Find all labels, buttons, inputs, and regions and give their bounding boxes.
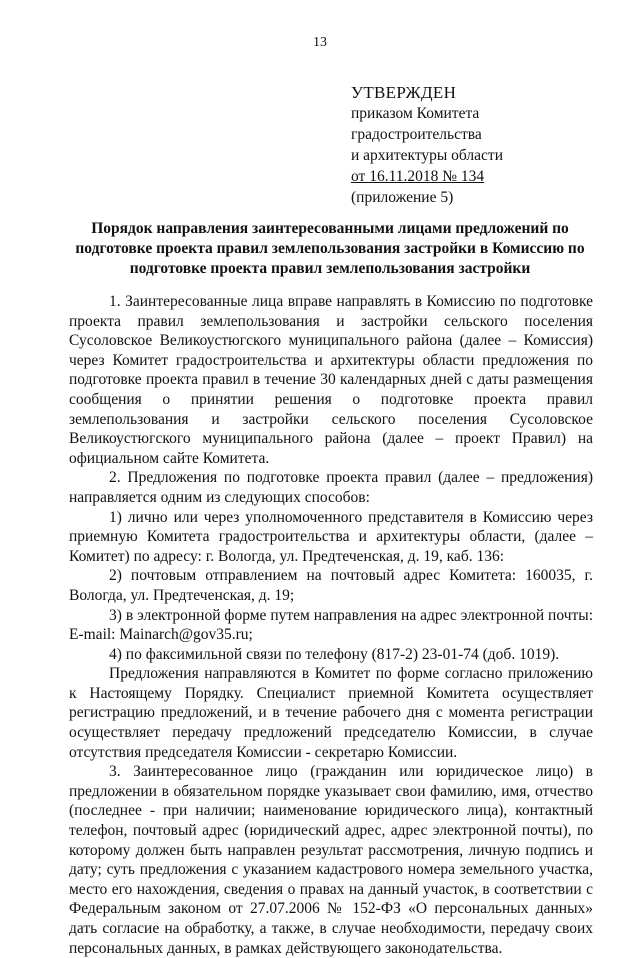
- document-body: [69, 292, 593, 958]
- document-title: Порядок направления заинтересованными лицами предложений по подготовке проекта правил землепользования застройки в Комиссию по подготовке проекта правил землепользования застройки: [75, 220, 585, 277]
- approval-stamp: [351, 82, 503, 208]
- paragraph-1: 1. Заинтересованные лица вправе направлять в Комиссию по подготовке проекта правил землепользования и застройки сельского поселения Сусоловское Великоустюгского муниципального района (далее – Комиссия) через Комитет градостроительства и архитектуры области предложения по подготовке проекта правил в течение 30 календарных дней с даты размещения сообщения о принятии решения о подготовке проекта правил землепользования и застройки сельского поселения Сусоловское Великоустюгского муниципального района (далее – проект Правил) на официальном сайте Комитета.: [69, 293, 593, 467]
- approval-line-1: приказом Комитета: [351, 105, 480, 122]
- paragraph-submission: Предложения направляются в Комитет по форме согласно приложению к Настоящему Порядку. Специалист приемной Комитета осуществляет регистрацию предложений, и в течение рабочего дня с момента регистрации осуществляет передачу предложений председателю Комиссии, в случае отсутствия председателя Комиссии - секретарю Комиссии.: [69, 665, 593, 761]
- paragraph-3: 3. Заинтересованное лицо (гражданин или юридическое лицо) в предложении в обязательном порядке указывает свои фамилию, имя, отчество (последнее - при наличии; наименование юридического лица), контактный телефон, почтовый адрес (юридический адрес, адрес электронной почты), по которому должен быть направлен результат рассмотрения, личную подпись и дату; суть предложения с указанием кадастрового номера земельного участка, место его нахождения, сведения о правах на данный участок, в соответствии с Федеральным законом от 27.07.2006 № 152-ФЗ «О персональных данных» дать согласие на обработку, а также, в случае необходимости, передачу своих персональных данных, в рамках действующего законодательства.: [69, 763, 593, 957]
- paragraph-2-item-4: 4) по факсимильной связи по телефону (817-2) 23-01-74 (доб. 1019).: [109, 645, 560, 663]
- approval-line-2: градостроительства: [351, 126, 482, 143]
- page-number: 13: [313, 35, 327, 50]
- approval-order-ref: от 16.11.2018 № 134: [351, 168, 485, 185]
- paragraph-2: 2. Предложения по подготовке проекта правил (далее – предложения) направляется одним из следующих способов:: [69, 469, 593, 506]
- approval-line-3: и архитектуры области: [351, 147, 503, 164]
- approval-heading: УТВЕРЖДЕН: [351, 83, 457, 102]
- paragraph-2-item-3: 3) в электронной форме путем направления на адрес электронной почты: E-mail: Mainarch@gov35.ru;: [69, 606, 593, 644]
- paragraph-2-item-1: 1) лично или через уполномоченного представителя в Комиссию через приемную Комитета градостроительства и архитектуры области, (далее – Комитет) по адресу: г. Вологда, ул. Предтеченская, д. 19, каб. 136:: [69, 508, 593, 565]
- approval-appendix: (приложение 5): [351, 189, 454, 206]
- paragraph-2-item-2: 2) почтовым отправлением на почтовый адрес Комитета: 160035, г. Вологда, ул. Предтеченская, д. 19;: [69, 567, 593, 604]
